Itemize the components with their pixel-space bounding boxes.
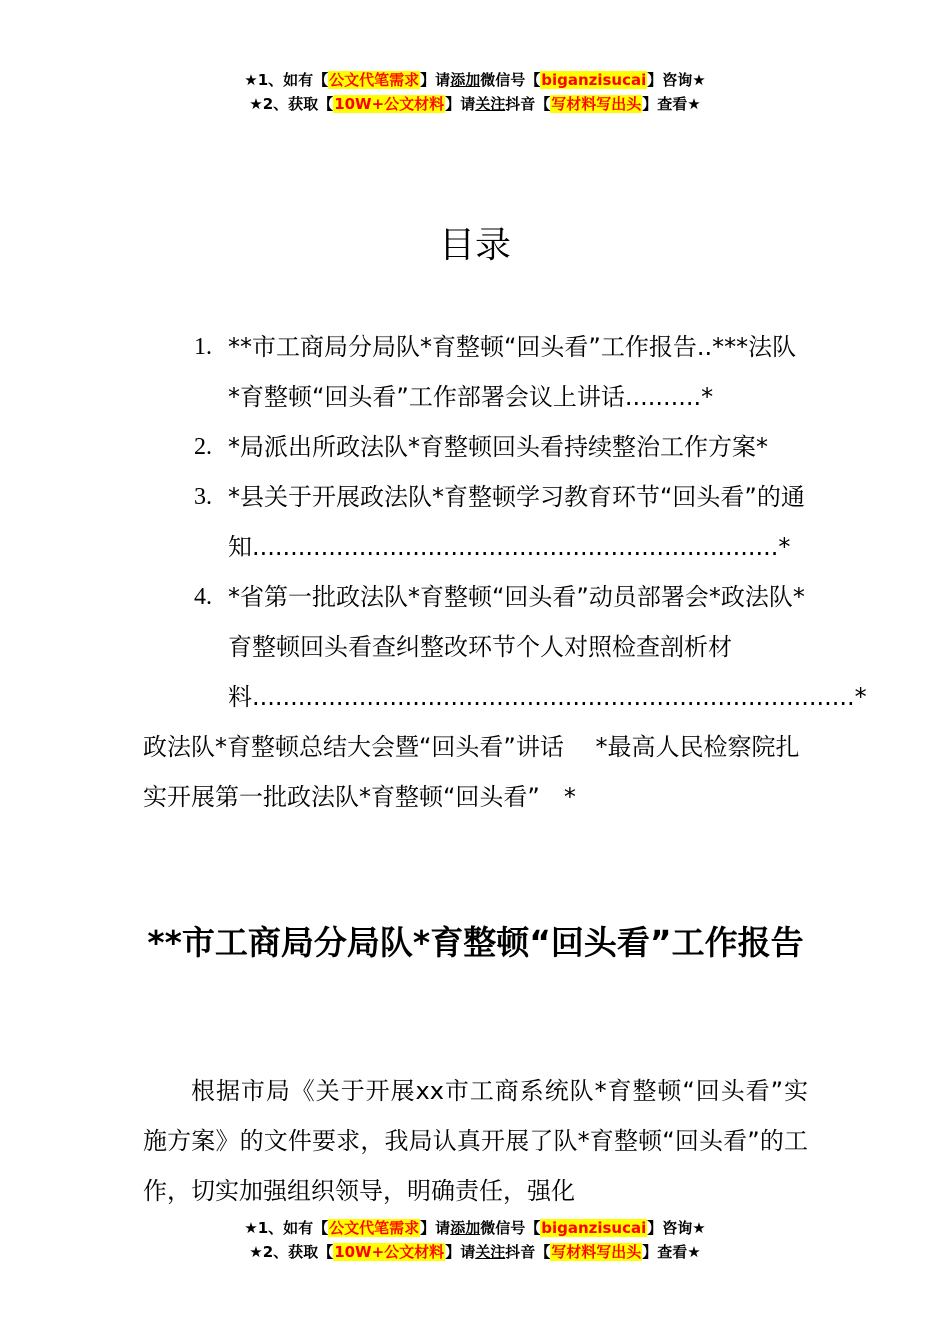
body-paragraph: 根据市局《关于开展xx市工商系统队*育整顿“回头看”实施方案》的文件要求，我局认真开展了队*育整顿“回头看”的工作，切实加强组织领导，明确责任，强化 (143, 1077, 808, 1205)
banner-text: 抖音【 (505, 95, 551, 113)
banner-underline: 添加 (450, 1219, 481, 1237)
banner-text: ★1、如有【 (244, 1219, 329, 1237)
toc-item[interactable] (143, 422, 808, 472)
banner-underline: 关注 (475, 1243, 506, 1261)
banner-underline: 关注 (475, 95, 506, 113)
toc-item[interactable] (143, 472, 808, 572)
banner-highlight: biganzisucai (541, 71, 647, 89)
header-banner (0, 68, 950, 116)
banner-text: 微信号【 (480, 71, 541, 89)
banner-text: ★2、获取【 (249, 95, 334, 113)
banner-text: 】请 (445, 1243, 476, 1261)
banner-text: 】咨询★ (647, 71, 706, 89)
banner-text: 】查看★ (642, 95, 701, 113)
document-title: **市工商局分局队*育整顿“回头看”工作报告 (147, 923, 804, 962)
banner-highlight: 写材料写出头 (551, 95, 642, 113)
banner-text: 】请 (420, 71, 451, 89)
banner-text: ★1、如有【 (244, 71, 329, 89)
banner-underline: 添加 (450, 71, 481, 89)
banner-line-1 (0, 68, 950, 92)
banner-highlight: 公文代笔需求 (329, 71, 420, 89)
banner-text: 】咨询★ (647, 1219, 706, 1237)
toc-item-number: 2. (194, 434, 212, 460)
banner-line-1 (0, 1216, 950, 1240)
table-of-contents (143, 322, 867, 822)
toc-item-number: 4. (194, 584, 212, 610)
toc-title: 目录 (438, 225, 511, 266)
toc-item-number: 1. (194, 334, 212, 360)
footer-banner (0, 1216, 950, 1264)
banner-line-2 (0, 1240, 950, 1264)
banner-line-2 (0, 92, 950, 116)
toc-item-text: **市工商局分局队*育整顿“回头看”工作报告..***法队*育整顿“回头看”工作部署会议上讲话..........* (228, 333, 797, 411)
banner-text: ★2、获取【 (249, 1243, 334, 1261)
banner-text: 抖音【 (505, 1243, 551, 1261)
toc-item-text: *县关于开展政法队*育整顿学习教育环节“回头看”的通知.....................................................................* (228, 483, 805, 561)
banner-highlight: 公文代笔需求 (329, 1219, 420, 1237)
banner-highlight: 写材料写出头 (551, 1243, 642, 1261)
toc-trailing-text: 政法队*育整顿总结大会暨“回头看”讲话 *最高人民检察院扎实开展第一批政法队*育整顿“回头看” * (143, 733, 800, 811)
toc-item-text: *省第一批政法队*育整顿“回头看”动员部署会*政法队*育整顿回头看查纠整改环节个人对照检查剖析材料...............................................................................* (228, 583, 867, 711)
banner-highlight: 10W+公文材料 (334, 95, 445, 113)
toc-item-number: 3. (194, 484, 212, 510)
toc-item[interactable] (143, 572, 867, 722)
banner-highlight: biganzisucai (541, 1219, 647, 1237)
banner-text: 微信号【 (480, 1219, 541, 1237)
banner-text: 】请 (420, 1219, 451, 1237)
toc-item-text: *局派出所政法队*育整顿回头看持续整治工作方案* (228, 433, 768, 461)
toc-item[interactable] (143, 322, 808, 422)
banner-text: 】请 (445, 95, 476, 113)
banner-text: 】查看★ (642, 1243, 701, 1261)
banner-highlight: 10W+公文材料 (334, 1243, 445, 1261)
